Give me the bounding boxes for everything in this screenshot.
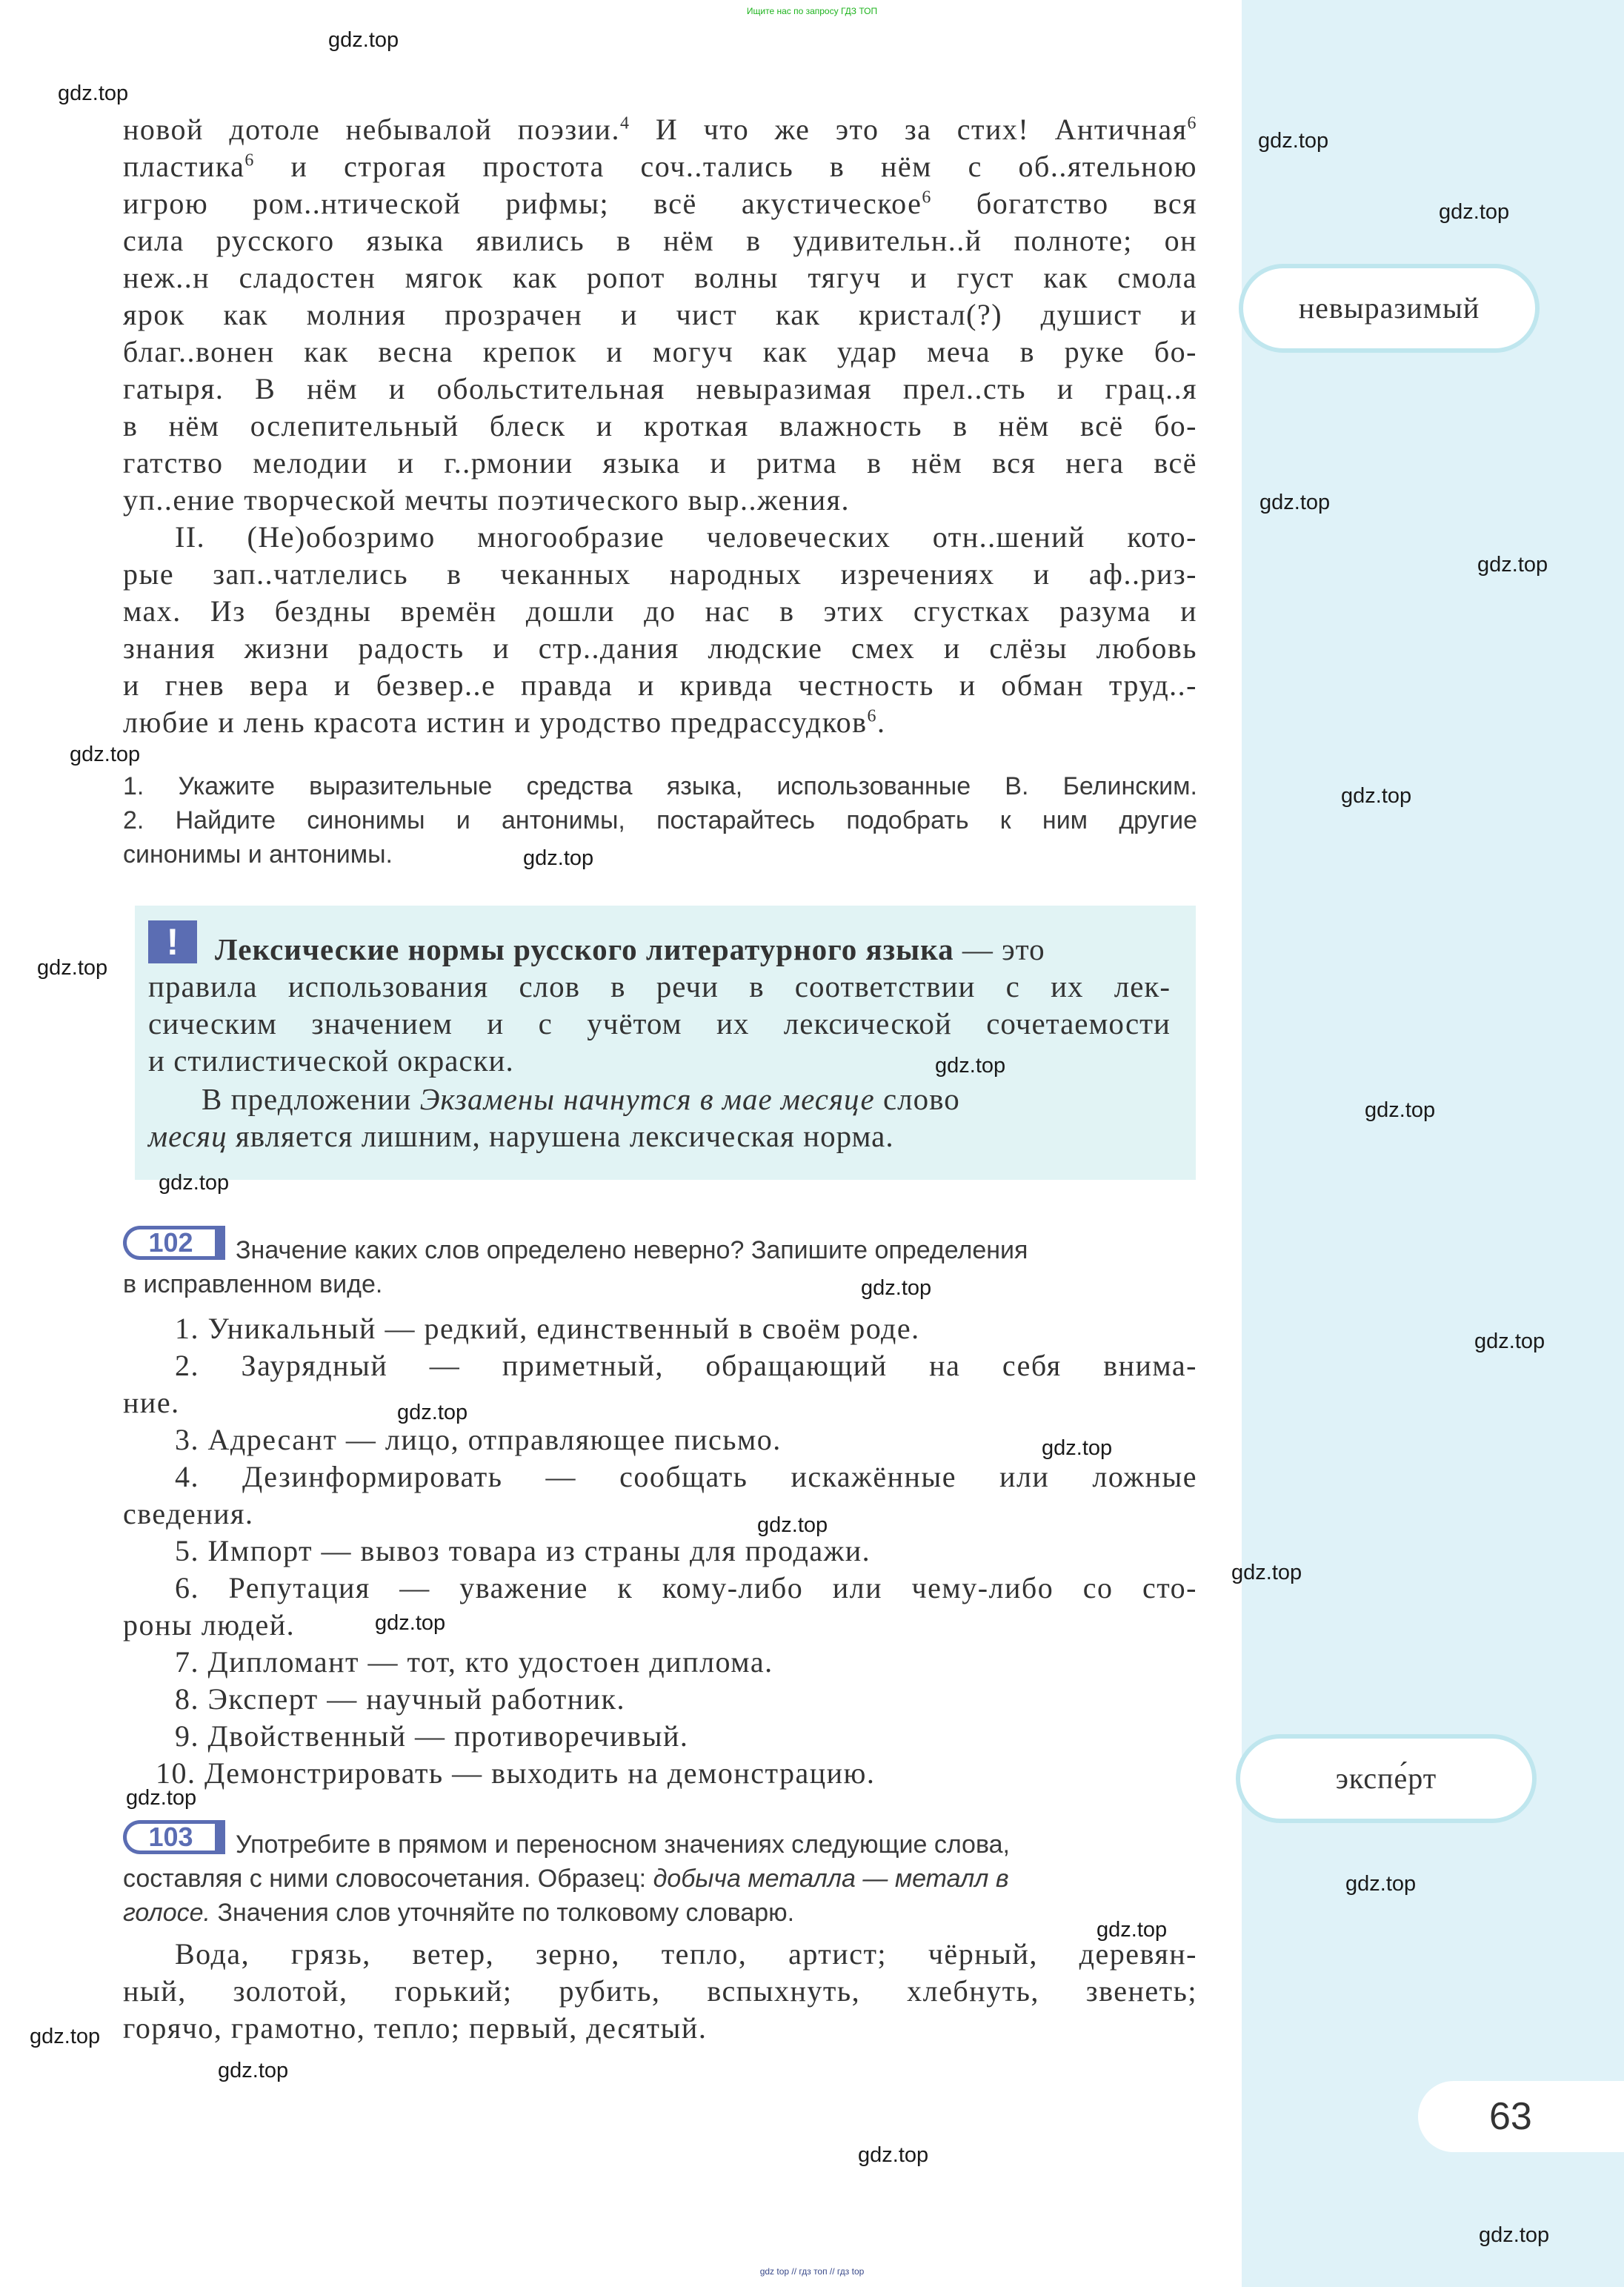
watermark: gdz.top [935,1054,1006,1078]
badge-bar [215,1226,225,1260]
list-item: 5. Импорт — вывоз товара из страны для продажи. [175,1534,871,1567]
watermark: gdz.top [1231,1561,1302,1584]
rule-example-line: месяц является лишним, нарушена лексическая норма. [148,1119,894,1153]
bottom-note: gdz top // гдз топ // гдз top [759,2266,865,2277]
watermark: gdz.top [1365,1098,1436,1122]
passage-line: в нём ослепительный блеск и кроткая влажность в нём всё бо- [123,409,1197,442]
passage-line: уп..ение творческой мечты поэтического выр..жения. [123,483,851,517]
watermark: gdz.top [1439,200,1510,224]
exercise-number-badge: 102 [123,1226,215,1260]
exercise-prompt: голосе. Значения слов уточняйте по толковому словарю. [123,1899,795,1927]
watermark: gdz.top [375,1611,446,1635]
watermark: gdz.top [58,82,129,105]
watermark: gdz.top [70,743,141,766]
passage-line: рые зап..чатлелись в чеканных народных изречениях и аф..риз- [123,557,1197,591]
watermark: gdz.top [397,1401,468,1424]
list-item: 9. Двойственный — противоречивый. [175,1719,689,1753]
watermark: gdz.top [1474,1330,1545,1353]
rule-example-line: В предложении Экзамены начнутся в мае месяце слово [202,1082,960,1116]
badge-bar [215,1820,225,1854]
page-number: 63 [1418,2081,1624,2152]
watermark: gdz.top [159,1171,230,1195]
passage-line: пластика$^6$ и строгая простота соч..тались в нём с об..ятельною [123,150,1197,183]
passage-line: любие и лень красота истин и уродство предрассудков$^6$. [123,706,886,739]
exercise-102-items [123,1310,1197,1792]
passage-line: знания жизни радость и стр..дания людские смех и слёзы любовь [123,631,1197,665]
passage-line: благ..вонен как весна крепок и могуч как удар меча в руке бо- [123,335,1197,368]
exercise-prompt: Употребите в прямом и переносном значениях следующие слова, [236,1830,1011,1859]
passage-two [123,519,1197,741]
watermark: gdz.top [1345,1872,1417,1896]
task-item: синонимы и антонимы. [123,840,393,869]
exclamation-icon: ! [148,920,197,963]
task-item: 2. Найдите синонимы и антонимы, постарайтесь подобрать к ним другие [123,806,1197,834]
list-item: 1. Уникальный — редкий, единственный в своём роде. [175,1312,920,1345]
rule-line: Лексические нормы русского литературного языка — это [215,932,1045,966]
list-item: 6. Репутация — уважение к кому-либо или чему-либо со сто- [175,1571,1197,1604]
passage-line: гатыря. В нём и обольстительная невыразимая прел..сть и грац..я [123,372,1197,405]
list-item: сведения. [123,1497,254,1530]
passage-line: и гнев вера и безвер..е правда и кривда честность и обман труд..- [123,668,1197,702]
vocabulary-word-pill: невыразимый [1239,264,1540,353]
list-item: 4. Дезинформировать — сообщать искажённые или ложные [175,1460,1197,1493]
passage-line: ярок как молния прозрачен и чист как кристал(?) душист и [123,298,1197,331]
rule-line: сическим значением и с учётом их лексической сочетаемости [148,1006,1171,1040]
watermark: gdz.top [523,846,594,870]
watermark: gdz.top [861,1276,932,1300]
watermark: gdz.top [126,1786,197,1810]
watermark: gdz.top [1042,1436,1113,1460]
watermark: gdz.top [1341,784,1412,808]
watermark: gdz.top [1477,553,1548,577]
vocabulary-word-pill: экспе́рт [1236,1734,1537,1823]
watermark: gdz.top [37,956,108,980]
word-line: Вода, грязь, ветер, зерно, тепло, артист; чёрный, деревян- [175,1937,1197,1971]
word-line: ный, золотой, горький; рубить, вспыхнуть, хлебнуть, звенеть; [123,1974,1197,2008]
watermark: gdz.top [757,1513,828,1537]
list-item: 7. Дипломант — тот, кто удостоен диплома. [175,1645,773,1679]
watermark: gdz.top [328,28,399,52]
exercise-number-badge: 103 [123,1820,215,1854]
watermark: gdz.top [1479,2223,1550,2247]
rule-term: Лексические нормы русского литературного языка [215,932,954,966]
task-item: 1. Укажите выразительные средства языка, использованные В. Белинским. [123,772,1197,800]
rule-line: и стилистической окраски. [148,1043,514,1078]
word-line: горячо, грамотно, тепло; первый, десятый. [123,2011,708,2045]
task-list [123,769,1197,872]
list-item: роны людей. [123,1608,296,1642]
exercise-prompt: составляя с ними словосочетания. Образец: добыча металла — металл в [123,1865,1009,1893]
exercise-prompt: Значение каких слов определено неверно? Запишите определения [236,1236,1028,1264]
list-item: 8. Эксперт — научный работник. [175,1682,625,1716]
watermark: gdz.top [858,2143,929,2167]
watermark: gdz.top [1258,129,1329,153]
passage-line: игрою ром..нтической рифмы; всё акустическое$^6$ богатство вся [123,187,1197,220]
watermark: gdz.top [1096,1918,1168,1942]
list-item: 2. Заурядный — приметный, обращающий на себя внима- [175,1349,1197,1382]
list-item: 10. Демонстрировать — выходить на демонстрацию. [156,1756,876,1790]
passage-line: неж..н сладостен мягок как ропот волны тягуч и густ как смола [123,261,1197,294]
watermark: gdz.top [218,2059,289,2082]
passage-line: II. (Не)обозримо многообразие человеческих отн..шений кото- [175,520,1197,554]
list-item: 3. Адресант — лицо, отправляющее письмо. [175,1423,782,1456]
watermark: gdz.top [1259,491,1331,514]
passage-one [123,111,1197,519]
exercise-103-words [123,1936,1197,2047]
watermark: gdz.top [30,2025,101,2048]
passage-line: сила русского языка явились в нём в удивительн..й полноте; он [123,224,1197,257]
passage-line: гатство мелодии и г..рмонии языка и ритма в нём вся нега всё [123,446,1197,479]
exercise-prompt: в исправленном виде. [123,1270,383,1298]
top-note: Ищите нас по запросу ГДЗ ТОП [746,6,878,16]
rule-line: правила использования слов в речи в соответствии с их лек- [148,969,1171,1003]
passage-line: новой дотоле небывалой поэзии.$^4$ И что же это за стих! Античная$^6$ [123,113,1197,146]
passage-line: мах. Из бездны времён дошли до нас в этих сгустках разума и [123,594,1197,628]
list-item: ние. [123,1386,180,1419]
